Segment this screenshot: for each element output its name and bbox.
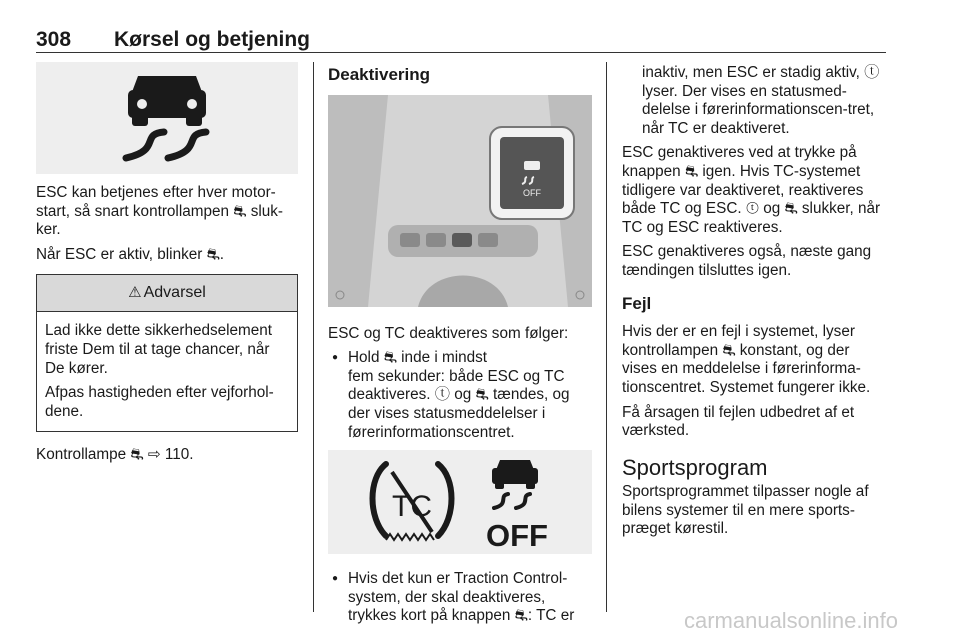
button-off-label: OFF <box>523 187 541 198</box>
section-heading: Sportsprogram <box>622 454 768 480</box>
status-icons-figure <box>328 450 592 554</box>
column-left <box>36 62 298 471</box>
warning-text: Afpas hastigheden efter vejforhol-dene. <box>45 384 274 420</box>
paragraph: inaktiv, men ESC er stadig aktiv, ⓣ lyser. Der vises en statusmed-delelse i førerinformationscen-tret, når TC er deaktiveret. <box>642 64 880 137</box>
column-middle <box>328 62 592 632</box>
tc-off-icon <box>373 464 452 540</box>
paragraph: ESC genaktiveres ved at trykke på knappen ⛐ igen. Hvis TC-systemet tidligere var deaktiveret, reaktiveres både TC og ESC. ⓣ og ⛐ slukker, når TC og ESC reaktiveres. <box>622 144 881 236</box>
warning-text: Lad ikke dette sikkerhedselement friste Dem til at tage chancer, når De kører. <box>45 322 273 377</box>
header-rule <box>36 52 886 53</box>
running-title: Kørsel og betjening <box>114 28 311 51</box>
watermark: carmanualsonline.info <box>683 608 898 633</box>
esc-off-icon <box>486 460 548 553</box>
paragraph: ESC kan betjenes efter hver motor-start, så snart kontrollampen ⛐ sluk-ker. <box>36 184 283 239</box>
section-heading: Fejl <box>622 293 652 313</box>
esc-lamp-figure <box>36 62 298 174</box>
list-item: ● Hold ⛐ inde i mindst fem sekunder: både ESC og TC deaktiveres. ⓣ og ⛐ tændes, og der vises statusmeddelelser i førerinformationscentret. <box>328 349 592 442</box>
paragraph: Få årsagen til fejlen udbedret af et værksted. <box>622 403 855 440</box>
paragraph: Hvis der er en fejl i systemet, lyser kontrollampen ⛐ konstant, og der vises en meddelelse i førerinforma-tionscentret. Systemet fungerer ikke. <box>622 323 871 396</box>
warning-title: Advarsel <box>143 284 206 302</box>
console-illustration <box>328 95 592 307</box>
paragraph: Sportsprogrammet tilpasser nogle af bilens systemer til en mere sports-præget kørestil. <box>622 483 869 538</box>
paragraph: ESC og TC deaktiveres som følger: <box>328 324 569 342</box>
page-number: 308 <box>36 28 72 51</box>
warning-header <box>37 275 297 312</box>
console-photo <box>328 95 592 307</box>
column-divider <box>313 62 314 612</box>
tc-off-and-esc-off-icons <box>328 450 592 554</box>
paragraph: Når ESC er aktiv, blinker ⛐. <box>36 245 225 263</box>
column-right <box>622 64 886 545</box>
column-divider <box>606 62 607 612</box>
warning-body <box>37 312 297 431</box>
svg-text:OFF: OFF <box>486 518 548 554</box>
svg-text:TC: TC <box>392 490 432 524</box>
paragraph: ESC genaktiveres også, næste gang tændingen tilsluttes igen. <box>622 243 872 279</box>
warning-box <box>36 274 298 432</box>
skid-car-icon <box>36 62 298 174</box>
list-item: ● Hvis det kun er Traction Control-system, der skal deaktiveres, trykkes kort på knappen ⛐: TC er <box>328 570 592 626</box>
paragraph: Kontrollampe ⛐ ⇨ 110. <box>36 446 194 464</box>
section-heading: Deaktivering <box>328 65 431 84</box>
warning-icon: ⚠ <box>128 284 142 302</box>
